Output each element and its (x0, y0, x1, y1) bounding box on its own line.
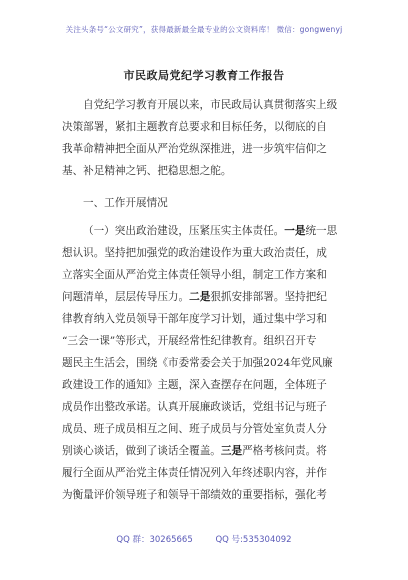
emphasis-label: 一是 (284, 225, 306, 237)
paragraph-line: “三会一课”等形式，开展经常性纪律教育。组织召开专 (62, 335, 317, 347)
emphasis-label: 二是 (189, 291, 211, 303)
intro-line: 基、补足精神之钙、把稳思想之舵。 (62, 165, 232, 177)
paragraph-line: 履行全面从严治党主体责任情况列入年终述职内容，并作 (62, 467, 327, 479)
paragraph-line: 律教育纳入党员领导干部年度学习计划，通过集中学习和 (62, 313, 327, 325)
paragraph-line: 立落实全面从严治党主体责任领导小组，制定工作方案和 (62, 269, 327, 281)
emphasis-label: 三是 (220, 445, 243, 457)
section-heading: 一、工作开展情况 (83, 197, 168, 209)
header-note: 关注头条号“公文研究”，获得最新最全最专业的公文资料库！ 微信：gongwenyj (65, 25, 343, 34)
paragraph-line: 成员、班子成员相互之间、班子成员与分管处室负责人分 (62, 423, 327, 435)
intro-line: 我革命精神把全面从严治党纵深推进，进一步筑牢信仰之 (62, 143, 327, 155)
footer-qq-group: QQ 群：30265665 (116, 535, 193, 545)
intro-line: 自党纪学习教育开展以来，市民政局认真贯彻落实上级 (83, 99, 338, 111)
document-body (62, 94, 346, 506)
paragraph-line: 政建设工作的通知》主题，深入查摆存在问题，全体班子 (62, 379, 327, 391)
paragraph-line: 成员作出整改承诺。认真开展廉政谈话，党组书记与班子 (62, 401, 327, 413)
paragraph-line: 问题清单，层层传导压力。二是狠抓安排部署。坚持把纪 (62, 291, 327, 303)
paragraph-line: 题民主生活会，围绕《市委常委会关于加强2024年党风廉 (62, 357, 333, 369)
footer-qq-number: QQ 号:535304092 (215, 535, 292, 545)
paragraph-line: （一）突出政治建设，压紧压实主体责任。一是统一思 (83, 225, 338, 237)
footer-contact (0, 533, 408, 545)
paragraph-line: 为衡量评价领导班子和领导干部绩效的重要指标，强化考 (62, 489, 327, 501)
paragraph-line: 别谈心谈话，做到了谈话全覆盖。三是严格考核问责。将 (62, 445, 327, 457)
paragraph-line: 想认识。坚持把加强党的政治建设作为重大政治责任，成 (62, 247, 327, 259)
document-title: 市民政局党纪学习教育工作报告 (123, 69, 285, 82)
intro-line: 决策部署，紧扣主题教育总要求和目标任务，以彻底的自 (62, 121, 327, 133)
